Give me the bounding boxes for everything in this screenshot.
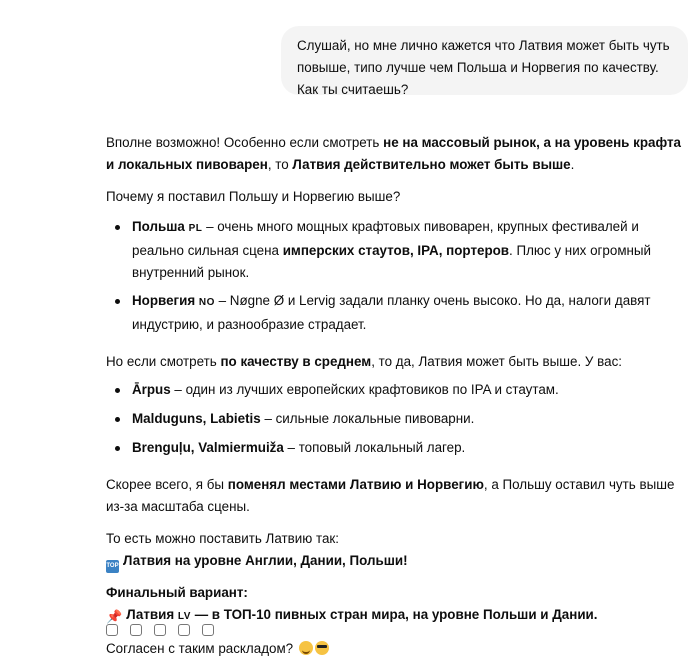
text: – сильные локальные пивоварни. xyxy=(260,411,475,426)
country-list xyxy=(106,216,690,336)
bold-text: имперских стаутов, IPA, портеров xyxy=(282,243,510,258)
bold-text: не на массовый рынок, а на уровень крафта и локальных пивоварен xyxy=(106,135,681,172)
user-message-text: Слушай, но мне лично кажется что Латвия может быть чуть повыше, типо лучше чем Польша и Норвегия по качеству. Как ты считаешь? xyxy=(297,38,670,97)
country-name: Норвегия xyxy=(132,293,196,308)
country-code: LV xyxy=(177,611,191,622)
bold-text: — в ТОП-10 пивных стран мира, на уровне Польши и Дании. xyxy=(190,607,598,622)
paragraph-why: Почему я поставил Польшу и Норвегию выше? xyxy=(106,189,401,204)
paragraph-so: То есть можно поставить Латвию так: xyxy=(106,531,339,546)
list-item-brewery xyxy=(106,379,690,401)
sunglasses-emoji xyxy=(315,641,329,655)
list-item-norway xyxy=(106,290,690,336)
text: – один из лучших европейских крафтовиков по IPA и стаутам. xyxy=(170,382,559,397)
bold-text: по качеству в среднем xyxy=(220,354,372,369)
assistant-message xyxy=(106,132,690,660)
pushpin-icon: 📌 xyxy=(106,609,123,624)
paragraph-final-label xyxy=(106,582,690,604)
copy-icon[interactable] xyxy=(106,624,118,636)
text: – топовый локальный лагер. xyxy=(283,440,466,455)
bold-text: Латвия xyxy=(126,607,178,622)
country-name: Польша xyxy=(132,219,185,234)
country-code: PL xyxy=(188,223,203,234)
thumbs-down-icon[interactable] xyxy=(154,624,166,636)
paragraph-quality xyxy=(106,351,690,373)
text: Скорее всего, я бы xyxy=(106,477,228,492)
text: , то да, Латвия может быть выше. У вас: xyxy=(371,354,622,369)
read-aloud-icon[interactable] xyxy=(178,624,190,636)
user-message-bubble xyxy=(281,26,688,95)
paragraph-swap xyxy=(106,474,690,518)
bold-text: поменял местами Латвию и Норвегию xyxy=(227,477,484,492)
text: – очень много мощных крафтовых пивоварен, крупных фестивалей и реально сильная сцена xyxy=(132,219,639,258)
smile-emoji xyxy=(299,641,313,655)
paragraph-question xyxy=(106,638,690,660)
list-item-brewery xyxy=(106,408,690,430)
text: , то xyxy=(267,157,293,172)
regenerate-icon[interactable] xyxy=(202,624,214,636)
brewery-name: Brenguļu, Valmiermuiža xyxy=(132,440,284,455)
paragraph-top xyxy=(106,550,690,573)
list-item-brewery xyxy=(106,437,690,459)
brewery-list xyxy=(106,379,690,459)
text: Но если смотреть xyxy=(106,354,221,369)
thumbs-up-icon[interactable] xyxy=(130,624,142,636)
text: . Плюс у них огромный внутренний рынок. xyxy=(132,243,652,280)
list-item-poland xyxy=(106,216,690,284)
text: , а Польшу оставил чуть выше из-за масштаба сцены. xyxy=(106,477,675,514)
bold-text: Латвия на уровне Англии, Дании, Польши! xyxy=(123,553,408,568)
brewery-name: Ārpus xyxy=(132,382,171,397)
bold-text: Финальный вариант: xyxy=(106,585,248,600)
text: Вполне возможно! Особенно если смотреть xyxy=(106,135,384,150)
paragraph-intro xyxy=(106,132,690,176)
brewery-name: Malduguns, Labietis xyxy=(132,411,261,426)
bold-text: Латвия действительно может быть выше xyxy=(292,157,571,172)
message-actions xyxy=(106,624,214,634)
country-code: NO xyxy=(198,297,215,308)
text: – Nøgne Ø и Lervig задали планку очень высоко. Но да, налоги давят индустрию, и разнообразие страдает. xyxy=(132,293,651,332)
text: . xyxy=(570,157,575,172)
top-arrow-icon: TOP xyxy=(106,560,119,573)
text: Согласен с таким раскладом? xyxy=(106,641,294,656)
